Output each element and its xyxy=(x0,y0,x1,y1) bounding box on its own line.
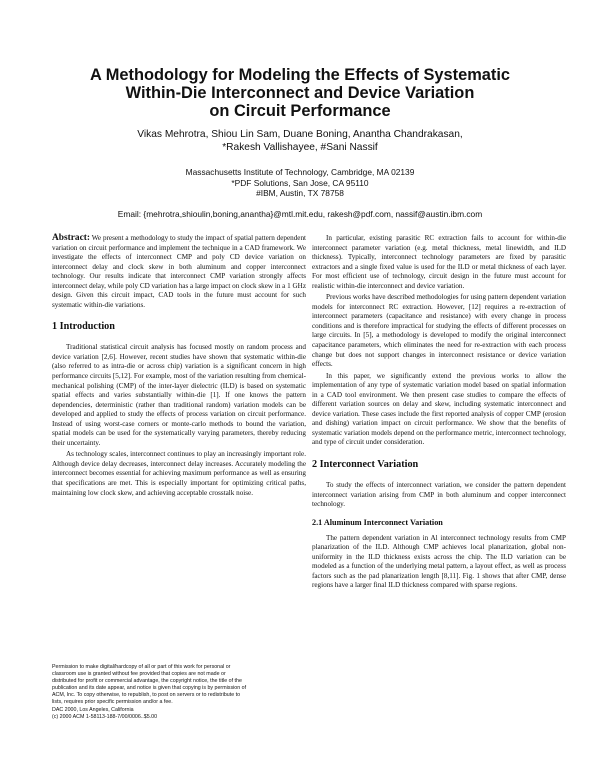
copyright-footnote xyxy=(52,664,306,721)
paragraph: Previous works have described methodologies for using pattern dependent variation models for interconnect RC extraction. However, [12] requires a re-extraction of interconnect parameters (capacitance and resistance) with every change in process conditions and is therefore impractical for studying the effects of different processes on large circuits. In [5], a methodology is developed to modify the original interconnect capacitance parameters, which eliminates the need for re-extraction with each process change but does not support changes in interconnect resistance or device variation effects. xyxy=(312,293,566,369)
footnote-line: classroom use is granted without fee provided that copies are not made or xyxy=(52,671,226,678)
abstract-label: Abstract: xyxy=(52,233,91,243)
affiliation-line: Massachusetts Institute of Technology, Cambridge, MA 02139 xyxy=(185,167,415,177)
paragraph: To study the effects of interconnect variation, we consider the pattern dependent interconnect variation arising from CMP in both aluminum and copper interconnect technology. xyxy=(312,481,566,509)
footnote-line: (c) 2000 ACM 1-58113-188-7/00/0006..$5.00 xyxy=(52,713,158,720)
right-column xyxy=(312,234,566,591)
author-line: Vikas Mehrotra, Shiou Lin Sam, Duane Boning, Anantha Chandrakasan, xyxy=(137,129,463,140)
title-line: on Circuit Performance xyxy=(209,102,391,120)
paragraph: As technology scales, interconnect continues to play an increasingly important role. Although device delay decreases, interconnect delay increases. Accurately modeling the interconnect becomes essential for achieving maximum performance as well as ensuring that specifications are met. This is especially important for optimizing critical paths, maintaining low clock skew, and achieving acceptable crosstalk noise. xyxy=(52,450,306,497)
affiliation-line: *PDF Solutions, San Jose, CA 95110 xyxy=(231,177,369,188)
section-heading-introduction: 1 Introduction xyxy=(52,321,115,333)
affiliation-line: #IBM, Austin, TX 78758 xyxy=(256,188,344,199)
abstract xyxy=(52,234,306,310)
affiliation-block xyxy=(40,167,560,199)
footnote-line: Permission to make digital/hardcopy of all or part of this work for personal or xyxy=(52,664,231,670)
paper-title xyxy=(40,66,560,120)
title-line: Within-Die Interconnect and Device Variation xyxy=(125,84,475,102)
footnote-line: ACM, Inc. To copy otherwise, to republish, to post on servers or to redistribute to xyxy=(52,692,241,699)
paragraph: In particular, existing parasitic RC extraction fails to account for within-die interconnect parameter variation (e.g. metal thickness, metal linewidth, and ILD thickness). Typically, interconnect technology parameters are fixed by parasitic extractors and a single fixed value is used for the ILD or metal thickness of each layer. For most efficient use of technology, circuit design in the future must account for realistic within-die interconnect and device variation. xyxy=(312,234,566,290)
email-line: Email: {mehrotra,shioulin,boning,anantha}@mtl.mit.edu, rakesh@pdf.com, nassif@austin.ibm.com xyxy=(117,209,483,219)
subsection-heading-aluminum: 2.1 Aluminum Interconnect Variation xyxy=(312,517,443,527)
title-line: A Methodology for Modeling the Effects of Systematic xyxy=(89,66,511,84)
author-line: *Rakesh Vallishayee, #Sani Nassif xyxy=(222,141,378,153)
abstract-text: We present a methodology to study the impact of spatial pattern dependent variation on circuit performance and implement the technique in a CAD framework. We investigate the effects of interconnect CMP and poly CD device variation on interconnect delay and clock skew in both aluminum and copper interconnect technology. Our results indicate that interconnect CMP variation strongly affects interconnect delay, while poly CD variation has a large impact on clock skew in a 1 GHz design. Given this circuit impact, CAD tools in the future must account for such systematic within-die variations. xyxy=(52,234,306,309)
paragraph: The pattern dependent variation in Al interconnect technology results from CMP planarization of the ILD. Although CMP achieves local planarization, global non-uniformity in the ILD thickness exists across the chip. The ILD variation can be modeled as a function of the underlying metal pattern, a layout effect, as well as process factors such as the pad planarization length [8,11]. Fig. 1 shows that after CMP, dense regions have a larger final ILD thickness compared with sparse regions. xyxy=(312,533,566,590)
footnote-line: publication and its date appear, and notice is given that copying is by permission of xyxy=(52,685,247,692)
author-list xyxy=(40,129,560,154)
paragraph: In this paper, we significantly extend the previous works to allow the implementation of any type of systematic variation model based on spatial information in a CAD tool environment. We then present case studies to compare the effects of different variation sources on delay and skew, including systematic interconnect and device variation. These cases include the first reported analysis of copper CMP (erosion and dishing) variation impact on circuit performance. We show that the benefits of systematic variation models depend on the performance metric, interconnect technology, and type of circuit under consideration. xyxy=(312,371,566,447)
footnote-line: DAC 2000, Los Angeles, California xyxy=(52,706,134,713)
footnote-line: lists, requires prior specific permission and/or a fee. xyxy=(52,699,173,706)
paragraph: Traditional statistical circuit analysis has focused mostly on random process and device variation [2,6]. However, recent studies have shown that systematic within-die (also referred to as intra-die or across chip) variation is a significant concern in high performance circuits [5,12]. For example, most of the variation resulting from chemical-mechanical polishing (CMP) of the inter-layer dielectric (ILD) is based on systematic spatial effects and varies substantially within-die [1]. If one knows the pattern dependencies, deterministic (rather than traditional random) variation models can be developed and applied to study the effects of process variation on circuit performance. Instead of using worst-case corners or monte-carlo methods to bound the variation, spatial models can be used for the systematically varying parameters, thereby reducing their uncertainty. xyxy=(52,343,306,447)
section-heading-interconnect-variation: 2 Interconnect Variation xyxy=(312,459,419,471)
left-column xyxy=(52,234,306,498)
footnote-line: distributed for profit or commercial advantage, the copyright notice, the title of the xyxy=(52,678,242,685)
